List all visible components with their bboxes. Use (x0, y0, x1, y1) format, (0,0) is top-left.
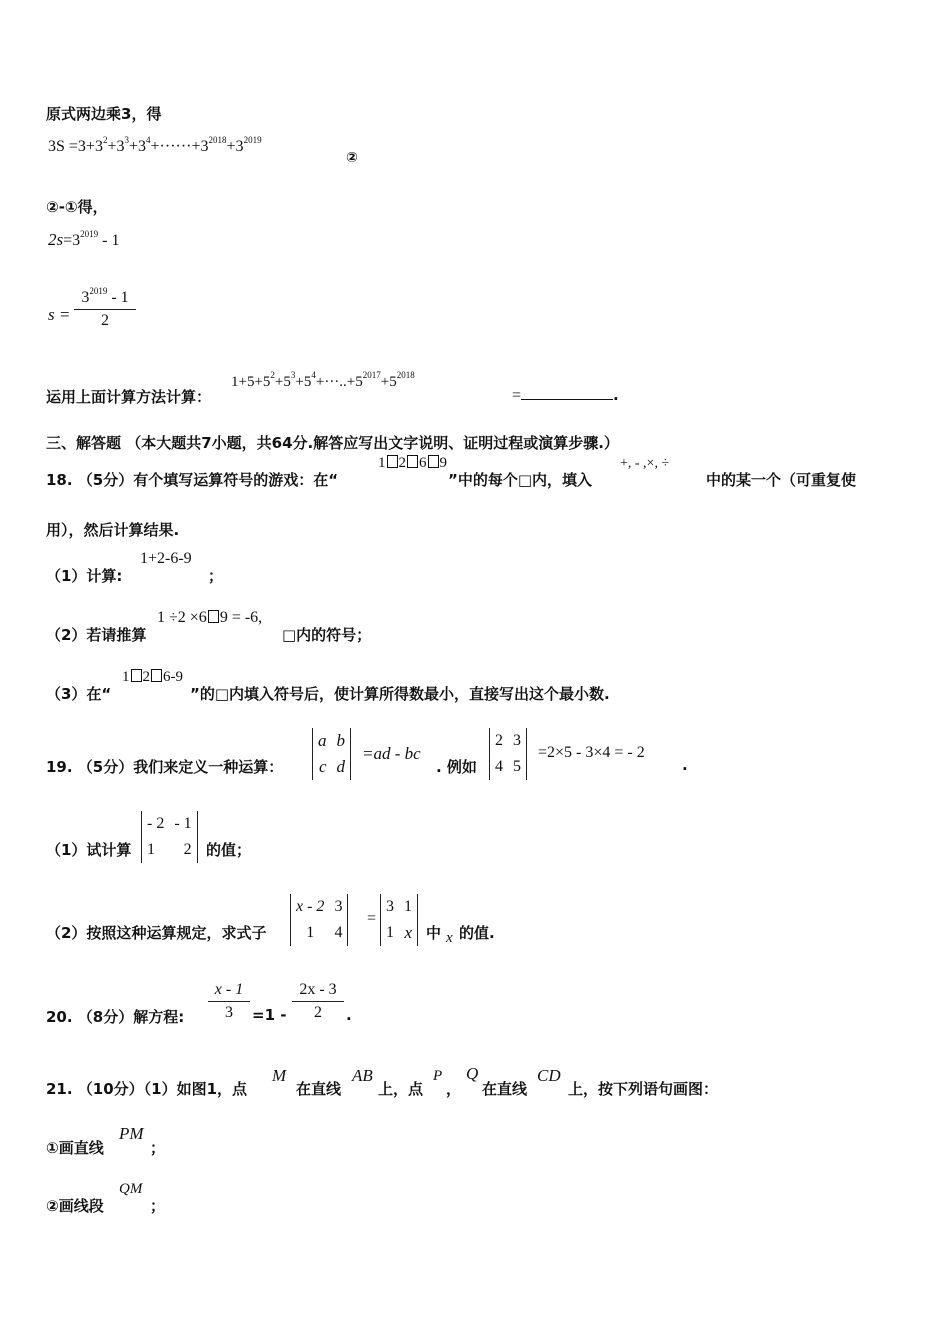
q21-step2-label: ②画线段 (46, 1197, 104, 1215)
q18-part3-end: ”的□内填入符号后，使计算所得数最小，直接写出这个最小数. (190, 685, 610, 703)
q19-definition-determinant: a b c d (312, 728, 351, 780)
fraction-bar (292, 1001, 344, 1002)
q18-stem-mid: ”中的每个□内，填入 (448, 471, 593, 489)
blank-box[interactable] (151, 669, 162, 682)
q18-operators: +, - ,×, ÷ (620, 456, 670, 471)
q19-part2-determinant-right: 3 1 1 x (380, 894, 418, 946)
exponent: 2019 (80, 229, 99, 239)
q21-point-M: M (272, 1066, 287, 1085)
q18-part3-expression: 1 2 6-9 (122, 669, 183, 685)
equation-tag-2: ② (346, 150, 358, 166)
q21-text: ， (446, 1080, 462, 1098)
q19-example-label: . 例如 (436, 758, 477, 776)
q20-stem: 20. （8分）解方程: (46, 1008, 185, 1026)
q20-end: . (346, 1006, 352, 1024)
q21-text: 上，点 (378, 1080, 424, 1098)
eq-term: +3 (107, 138, 125, 155)
exponent: 3 (124, 135, 129, 145)
q21-stem-part1: 21. （10分）（1）如图1，点 (46, 1080, 248, 1098)
apply-method-expression: $1+5+5^2+5^3+5^4+\cdot\cdot\cdot..+5^{2017}+5^{2018}$ (231, 370, 415, 390)
q19-part2-variable: x (446, 930, 453, 946)
section-3-heading: 三、解答题 （本大题共7小题，共64分.解答应写出文字说明、证明过程或演算步骤.） (46, 434, 619, 452)
fraction-bar (74, 309, 136, 310)
q19-part1-end: 的值； (206, 841, 252, 859)
fraction-bar (208, 1001, 250, 1002)
solution-line-multiply: 原式两边乘3，得 (46, 105, 162, 123)
q21-point-Q: Q (466, 1064, 479, 1083)
blank-box[interactable] (208, 610, 219, 623)
fraction-denominator: 2 (314, 1004, 322, 1021)
eq-term: =3 (63, 232, 81, 249)
q21-line-AB: AB (352, 1066, 373, 1085)
q20-middle: =1 - (252, 1006, 287, 1024)
q21-step1-label: ①画直线 (46, 1139, 104, 1157)
q19-part2-determinant-left: x - 2 3 1 4 (290, 894, 348, 946)
q18-part1-end: ； (208, 567, 224, 585)
exponent: 2019 (243, 135, 262, 145)
eq-lhs: 2s (48, 230, 64, 249)
fraction-numerator: 2x - 3 (299, 981, 337, 998)
q19-definition-rhs: =ad - bc (362, 744, 421, 763)
q21-step1-var: PM (119, 1124, 144, 1143)
equation-3s (48, 135, 262, 156)
blank-box[interactable] (131, 669, 142, 682)
exponent: 4 (146, 135, 151, 145)
q19-example-rhs: =2×5 - 3×4 = - 2 (538, 744, 645, 761)
q18-part2-label: （2）若请推算 (46, 626, 147, 644)
q21-step1-end: ； (150, 1139, 166, 1157)
q19-part2-equals: = (367, 910, 377, 927)
apply-method-label: 运用上面计算方法计算： (46, 388, 212, 406)
equation-2s (48, 230, 119, 250)
q20-rhs-fraction (292, 981, 344, 1022)
q21-text: 在直线 (482, 1080, 528, 1098)
fraction-numerator: x - 1 (214, 981, 244, 998)
eq-term: +3 (226, 138, 244, 155)
q19-part1-label: （1）试计算 (46, 841, 132, 859)
q19-example-end: . (682, 756, 688, 774)
fraction-denominator: 3 (225, 1004, 233, 1021)
q21-line-CD: CD (537, 1066, 561, 1085)
eq-term: - 1 (98, 232, 120, 249)
fraction-numerator: $3^{2019} - 1$ (81, 286, 129, 306)
blank-box[interactable] (387, 455, 398, 468)
q20-lhs-fraction (208, 981, 250, 1022)
blank-box[interactable] (407, 455, 418, 468)
q18-part2-expression: 1 ÷2 ×6 9 = -6, (157, 609, 263, 626)
q19-part2-end: 的值. (459, 924, 495, 942)
apply-method-answer[interactable]: = . (512, 386, 619, 404)
q18-expression: 1 2 6 9 (378, 455, 447, 471)
exponent: 2018 (208, 135, 227, 145)
equation-s-lhs: s = (48, 305, 71, 324)
q18-part3-label: （3）在“ (46, 685, 112, 703)
eq-term: +······+3 (150, 138, 209, 155)
q21-text: 在直线 (296, 1080, 342, 1098)
q19-part2-mid: 中 (426, 924, 442, 942)
q18-part2-end: □内的符号； (282, 626, 372, 644)
q21-step2-end: ； (150, 1197, 166, 1215)
q19-part2-label: （2）按照这种运算规定，求式子 (46, 924, 267, 942)
q18-stem-continuation: 用），然后计算结果. (46, 521, 180, 539)
q18-part1-expression: 1+2-6-9 (140, 550, 192, 567)
q21-point-P: P (433, 1068, 443, 1084)
eq-lhs: 3S (48, 138, 65, 155)
q18-stem-prefix: 18. （5分）有个填写运算符号的游戏：在“ (46, 471, 339, 489)
q19-example-determinant: 2 3 4 5 (489, 728, 527, 780)
q19-part1-determinant: - 2 - 1 1 2 (141, 811, 198, 863)
q19-stem: 19. （5分）我们来定义一种运算： (46, 758, 284, 776)
q18-part1-label: （1）计算: (46, 567, 123, 585)
exponent: 2 (102, 135, 108, 145)
q21-text: 上，按下列语句画图： (568, 1080, 719, 1098)
fraction-denominator: 2 (101, 312, 109, 329)
q21-step2-var: QM (119, 1181, 143, 1197)
q18-stem-suffix: 中的某一个（可重复使 (706, 471, 857, 489)
blank-box[interactable] (428, 455, 439, 468)
solution-line-subtract: ②-①得， (46, 198, 108, 216)
fraction-s (74, 286, 136, 330)
eq-term: =3+3 (68, 138, 103, 155)
answer-blank[interactable] (521, 387, 613, 400)
eq-term: +3 (128, 138, 147, 155)
